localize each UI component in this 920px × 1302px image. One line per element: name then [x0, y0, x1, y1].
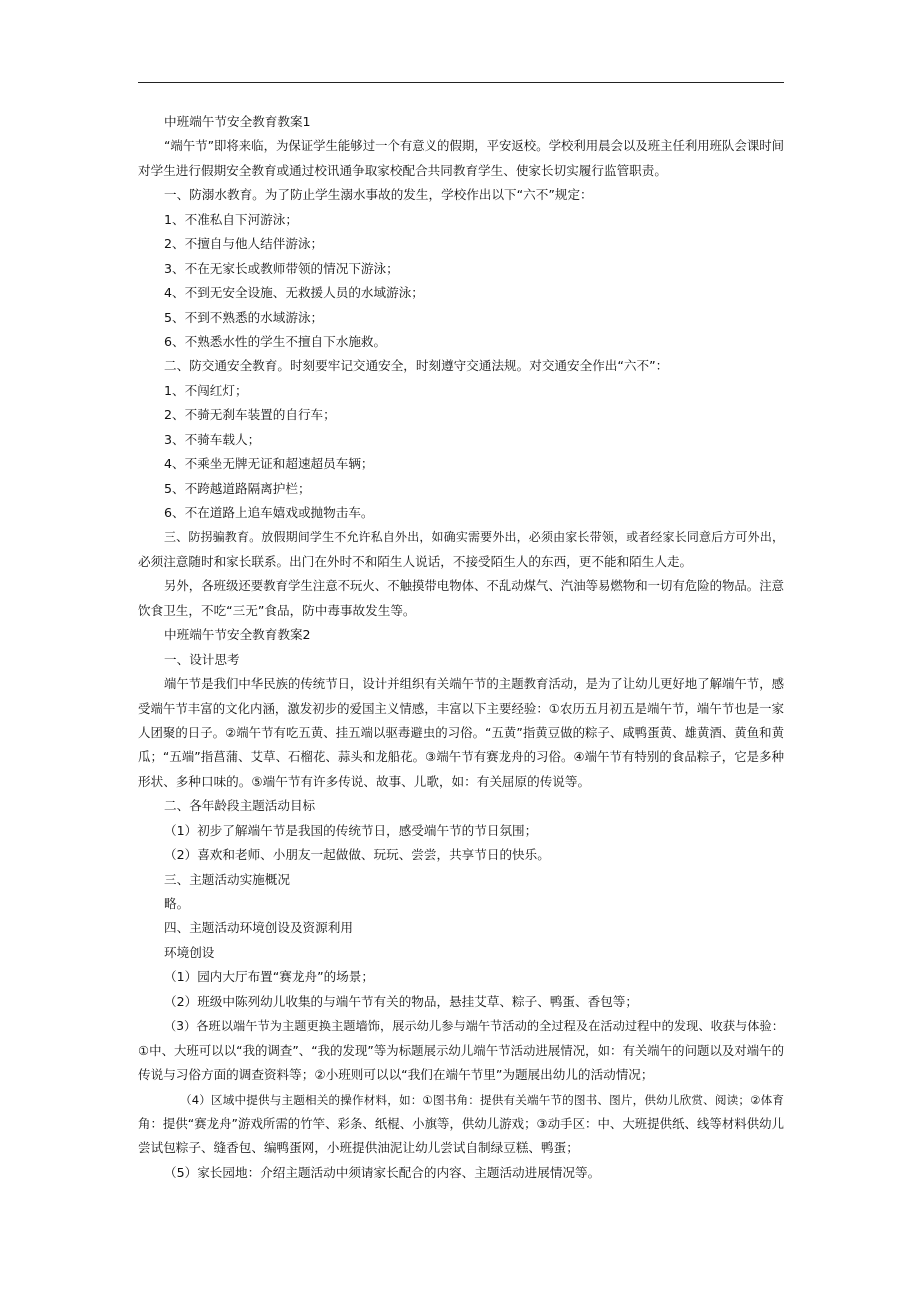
text-line: 3、不在无家长或教师带领的情况下游泳；: [164, 260, 399, 276]
text-line: 角：提供“赛龙舟”游戏所需的竹竿、彩条、纸棍、小旗等，供幼儿游戏；③动手区：中、大班提供纸、线等材料供幼儿: [138, 1115, 784, 1131]
text-line: 三、主题活动实施概况: [164, 871, 290, 887]
text-line: 二、防交通安全教育。时刻要牢记交通安全，时刻遵守交通法规。对交通安全作出“六不”：: [164, 358, 669, 374]
text-line: 饮食卫生，不吃“三无”食品，防中毒事故发生等。: [138, 602, 416, 618]
text-line: 略。: [164, 896, 190, 911]
text-line: 对学生进行假期安全教育或通过校讯通争取家校配合共同教育学生、使家长切实履行监管职责。: [138, 162, 667, 178]
text-line: 环境创设: [164, 944, 215, 960]
text-line: 中班端午节安全教育教案1: [164, 114, 311, 129]
text-line: （2）喜欢和老师、小朋友一起做做、玩玩、尝尝，共享节日的快乐。: [164, 847, 550, 863]
text-line: 必须注意随时和家长联系。出门在外时不和陌生人说话，不接受陌生人的东西，更不能和陌生人走。: [138, 553, 693, 569]
header-rule: [138, 82, 784, 83]
text-line: 尝试包粽子、缝香包、编鸭蛋网，小班提供油泥让幼儿尝试自制绿豆糕、鸭蛋；: [138, 1140, 579, 1156]
text-line: 1、不准私自下河游泳；: [164, 211, 298, 227]
text-line: （3）各班以端午节为主题更换主题墙饰，展示幼儿参与端午节活动的全过程及在活动过程中的发现、收获与体验：: [164, 1019, 784, 1034]
text-line: （4）区域中提供与主题相关的操作材料，如：①图书角：提供有关端午节的图书、图片，供幼儿欣赏、阅读；②体育: [180, 1092, 784, 1107]
text-line: 受端午节丰富的文化内涵，激发初步的爱国主义情感，丰富以下主要经验：①农历五月初五是端午节，端午节也是一家: [138, 700, 784, 716]
text-line: （1）园内大厅布置“赛龙舟”的场景；: [164, 969, 374, 985]
text-line: 传说与习俗方面的调查资料等；②小班则可以以“我们在端午节里”为题展出幼儿的活动情况；: [138, 1067, 654, 1083]
text-line: 3、不骑车载人；: [164, 431, 261, 447]
text-line: 6、不在道路上追车嬉戏或抛物击车。: [164, 505, 374, 520]
text-line: 另外，各班级还要教育学生注意不玩火、不触摸带电物体、不乱动煤气、汽油等易燃物和一切有危险的物品。注意: [164, 578, 784, 594]
text-line: 1、不闯红灯；: [164, 382, 248, 398]
text-line: 形状、多种口味的。⑤端午节有许多传说、故事、儿歌，如：有关屈原的传说等。: [138, 773, 591, 789]
text-line: 6、不熟悉水性的学生不擅自下水施救。: [164, 333, 387, 349]
text-line: 一、防溺水教育。为了防止学生溺水事故的发生，学校作出以下“六不”规定：: [164, 187, 593, 203]
text-line: 4、不乘坐无牌无证和超速超员车辆；: [164, 456, 374, 472]
text-line: 5、不到不熟悉的水域游泳；: [164, 309, 324, 325]
text-line: 4、不到无安全设施、无救援人员的水域游泳；: [164, 285, 424, 301]
text-line: （5）家长园地：介绍主题活动中须请家长配合的内容、主题活动进展情况等。: [164, 1164, 601, 1180]
document-body: [138, 110, 784, 1185]
text-line: 端午节是我们中华民族的传统节日，设计并组织有关端午节的主题教育活动，是为了让幼儿更好地了解端午节，感: [164, 676, 784, 692]
text-line: 2、不骑无刹车装置的自行车；: [164, 407, 336, 423]
text-line: 5、不跨越道路隔离护栏；: [164, 480, 311, 496]
text-line: （1）初步了解端午节是我国的传统节日，感受端午节的节日氛围；: [164, 822, 538, 838]
text-line: ①中、大班可以以“我的调查”、“我的发现”等为标题展示幼儿端午节活动进展情况，如：有关端午的问题以及对端午的: [138, 1042, 784, 1058]
text-line: 一、设计思考: [164, 651, 240, 667]
text-line: 2、不擅自与他人结伴游泳；: [164, 236, 324, 252]
text-line: 中班端午节安全教育教案2: [164, 627, 311, 643]
text-line: 三、防拐骗教育。放假期间学生不允许私自外出，如确实需要外出，必须由家长带领，或者经家长同意后方可外出，: [164, 530, 784, 545]
text-line: “端午节”即将来临，为保证学生能够过一个有意义的假期，平安返校。学校利用晨会以及班主任利用班队会课时间: [164, 138, 784, 154]
text-line: 四、主题活动环境创设及资源利用: [164, 920, 353, 936]
text-line: （2）班级中陈列幼儿收集的与端午节有关的物品，悬挂艾草、粽子、鸭蛋、香包等；: [164, 993, 638, 1009]
text-line: 人团聚的日子。②端午节有吃五黄、挂五端以驱毒避虫的习俗。“五黄”指黄豆做的粽子、咸鸭蛋黄、雄黄酒、黄鱼和黄: [138, 724, 784, 740]
text-line: 瓜；“五端”指菖蒲、艾草、石榴花、蒜头和龙船花。③端午节有赛龙舟的习俗。④端午节有特别的食品粽子，它是多种: [138, 749, 784, 765]
text-line: 二、各年龄段主题活动目标: [164, 798, 316, 814]
